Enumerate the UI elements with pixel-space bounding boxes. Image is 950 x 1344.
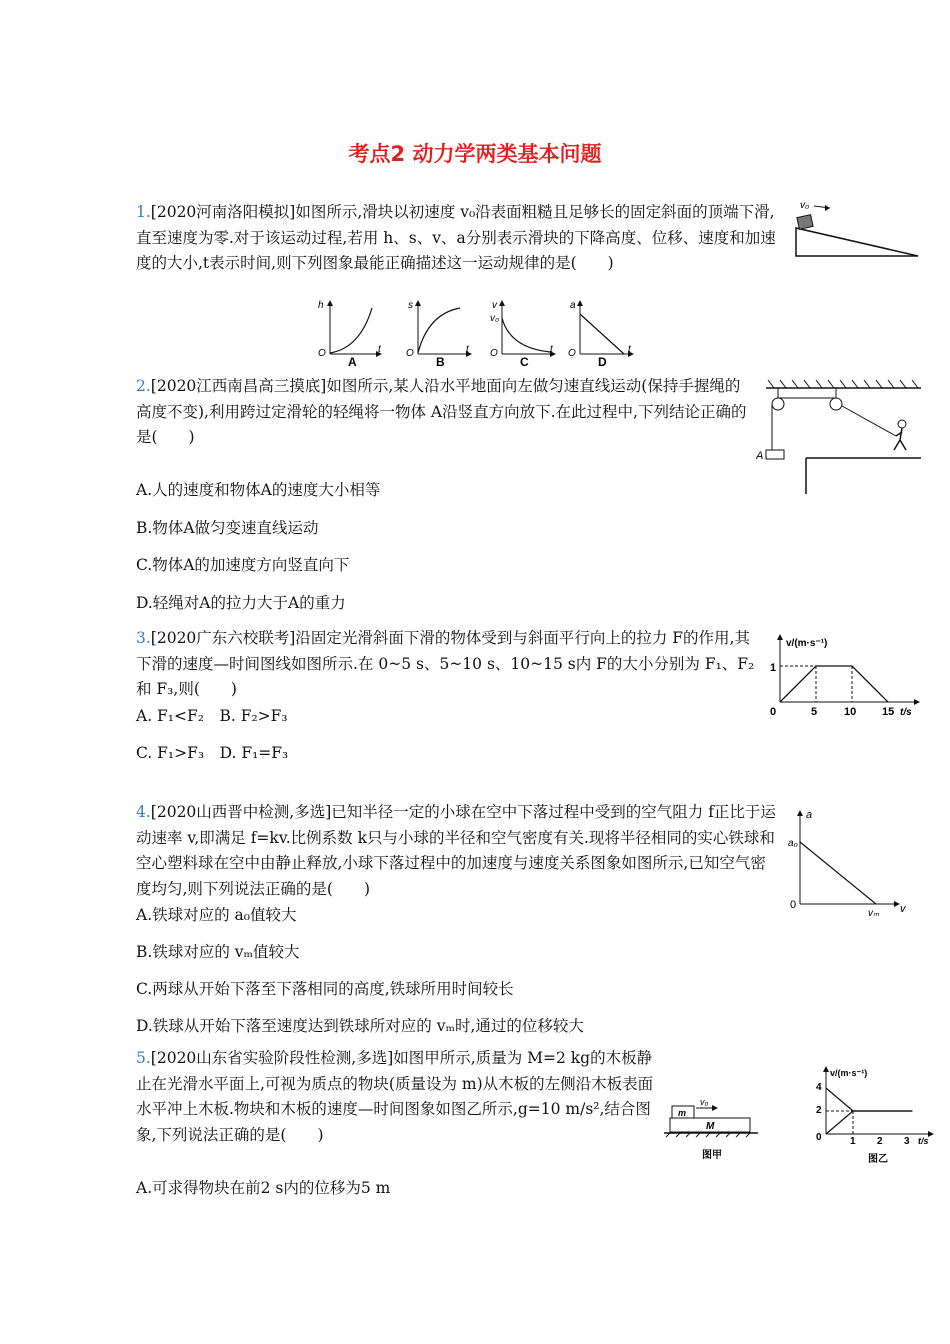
q3-y-tick-1: 1 bbox=[770, 662, 777, 674]
q5-v0-label: v₀ bbox=[700, 1097, 709, 1107]
question-number: 3. bbox=[136, 629, 151, 647]
q3-x-tick-15: 15 bbox=[882, 706, 895, 718]
graph-d-option: D bbox=[598, 355, 607, 368]
q5-board-line bbox=[826, 1111, 912, 1134]
graph-a-option: A bbox=[348, 355, 357, 368]
graph-a-ylabel: h bbox=[318, 300, 324, 311]
q4-option-c: C.两球从开始下落至下落相同的高度,铁球所用时间较长 bbox=[136, 980, 514, 998]
q4-option-a: A.铁球对应的 a₀值较大 bbox=[136, 906, 297, 924]
graph-c-xlabel: t bbox=[550, 344, 553, 355]
block-a-label: A bbox=[756, 450, 764, 462]
graph-b-ylabel: s bbox=[408, 300, 413, 311]
v0-label: v₀ bbox=[800, 200, 810, 211]
q5-figure-jia bbox=[664, 1096, 764, 1162]
question-number: 2. bbox=[136, 377, 151, 395]
question-5 bbox=[136, 1046, 656, 1148]
board-M-label: M bbox=[706, 1121, 715, 1132]
q2-option-d: D.轻绳对A的拉力大于A的重力 bbox=[136, 594, 346, 612]
graph-b-option: B bbox=[436, 355, 445, 368]
q2-option-b: B.物体A做匀变速直线运动 bbox=[136, 519, 319, 537]
graph-d-origin: O bbox=[568, 348, 576, 359]
q4-ylabel: a bbox=[806, 809, 813, 821]
question-text: [2020山东省实验阶段性检测,多选]如图甲所示,质量为 M=2 kg的木板静止在光滑水平面上,可视为质点的物块(质量设为 m)从木板的左侧沿木板表面水平冲上木板.物块和木板的速度—时间图象如图乙所示,g=10 m/s²,结合图象,下列说法正确的是( ) bbox=[136, 1049, 654, 1144]
q4-vm-label: vₘ bbox=[868, 908, 880, 919]
graph-b-xlabel: t bbox=[466, 344, 469, 355]
question-1 bbox=[136, 200, 776, 277]
q3-x-tick-10: 10 bbox=[844, 706, 857, 718]
q4-av-graph bbox=[786, 802, 916, 920]
question-3 bbox=[136, 626, 758, 703]
q3-x-tick-5: 5 bbox=[811, 706, 818, 718]
graph-a-origin: O bbox=[318, 348, 326, 359]
q5-y-tick-4: 4 bbox=[816, 1082, 822, 1093]
incline-figure bbox=[790, 196, 925, 262]
figure-jia-caption: 图甲 bbox=[702, 1150, 722, 1161]
q5-x-tick-2: 2 bbox=[877, 1136, 883, 1147]
q3-options-cd: C. F₁>F₃ D. F₁=F₃ bbox=[136, 744, 289, 762]
pulley-figure bbox=[756, 378, 926, 498]
q5-x-tick-1: 1 bbox=[850, 1136, 856, 1147]
q2-option-c: C.物体A的加速度方向竖直向下 bbox=[136, 556, 350, 574]
graph-b-origin: O bbox=[406, 348, 414, 359]
q5-figure-yi bbox=[812, 1062, 942, 1166]
graph-c-origin: O bbox=[490, 348, 498, 359]
q3-vt-line bbox=[780, 666, 888, 702]
graph-b bbox=[406, 300, 472, 368]
figure-yi-caption: 图乙 bbox=[868, 1154, 888, 1165]
question-text: [2020江西南昌高三摸底]如图所示,某人沿水平地面向左做匀速直线运动(保持手握绳的高度不变),利用跨过定滑轮的轻绳将一物体 A沿竖直方向放下.在此过程中,下列结论正确的是( ) bbox=[136, 377, 747, 446]
q3-ylabel: v/(m·s⁻¹) bbox=[786, 638, 828, 649]
graph-c-ylabel: v bbox=[492, 300, 497, 311]
q1-graphs bbox=[310, 296, 650, 368]
q5-origin: 0 bbox=[816, 1132, 822, 1143]
question-text: [2020广东六校联考]沿固定光滑斜面下滑的物体受到与斜面平行向上的拉力 F的作用,其下滑的速度—时间图线如图所示.在 0~5 s、5~10 s、10~15 s内 F的大小分别为 F₁、F₂和 F₃,则( ) bbox=[136, 629, 755, 698]
q4-origin: 0 bbox=[790, 899, 797, 911]
graph-d-ylabel: a bbox=[570, 300, 576, 311]
q3-options-ab: A. F₁<F₂ B. F₂>F₃ bbox=[136, 707, 288, 725]
question-text: [2020河南洛阳模拟]如图所示,滑块以初速度 v₀沿表面粗糙且足够长的固定斜面的顶端下滑,直至速度为零.对于该运动过程,若用 h、s、v、a分别表示滑块的下降高度、位移、速度和加速度的大小,t表示时间,则下列图象最能正确描述这一运动规律的是( ) bbox=[136, 203, 776, 272]
graph-c-option: C bbox=[520, 355, 529, 368]
q2-option-a: A.人的速度和物体A的速度大小相等 bbox=[136, 481, 381, 499]
page-title: 考点2 动力学两类基本问题 bbox=[348, 142, 602, 166]
q5-block-line bbox=[826, 1088, 912, 1111]
question-text: [2020山西晋中检测,多选]已知半径一定的小球在空中下落过程中受到的空气阻力 f正比于运动速率 v,即满足 f=kv.比例系数 k只与小球的半径和空气密度有关.现将半径相同的实心铁球和空心塑料球在空中由静止释放,小球下落过程中的加速度与速度关系图象如图所示,已知空气密度均匀,则下列说法正确的是( ) bbox=[136, 803, 776, 898]
q4-xlabel: v bbox=[900, 903, 906, 915]
q3-xlabel: t/s bbox=[900, 707, 912, 718]
question-number: 5. bbox=[136, 1049, 151, 1067]
q3-origin: 0 bbox=[770, 706, 777, 718]
q5-option-a: A.可求得物块在前2 s内的位移为5 m bbox=[136, 1179, 391, 1197]
q5-x-tick-3: 3 bbox=[904, 1136, 910, 1147]
graph-c-v0: v₀ bbox=[490, 313, 500, 324]
question-4 bbox=[136, 800, 776, 902]
block-m-label: m bbox=[678, 1108, 687, 1118]
graph-a-xlabel: t bbox=[378, 344, 381, 355]
q5-xlabel: t/s bbox=[918, 1136, 929, 1146]
graph-d bbox=[568, 300, 634, 368]
question-2 bbox=[136, 374, 750, 451]
q5-y-tick-2: 2 bbox=[816, 1105, 822, 1116]
q3-vt-graph bbox=[768, 628, 928, 720]
question-number: 1. bbox=[136, 203, 151, 221]
graph-d-xlabel: t bbox=[628, 344, 631, 355]
question-number: 4. bbox=[136, 803, 151, 821]
graph-a bbox=[318, 300, 382, 368]
q5-ylabel: v/(m·s⁻¹) bbox=[830, 1068, 868, 1078]
q4-a0-label: a₀ bbox=[788, 838, 798, 849]
q4-option-d: D.铁球从开始下落至速度达到铁球所对应的 vₘ时,通过的位移较大 bbox=[136, 1017, 584, 1035]
q4-option-b: B.铁球对应的 vₘ值较大 bbox=[136, 943, 300, 961]
graph-c bbox=[490, 300, 556, 368]
